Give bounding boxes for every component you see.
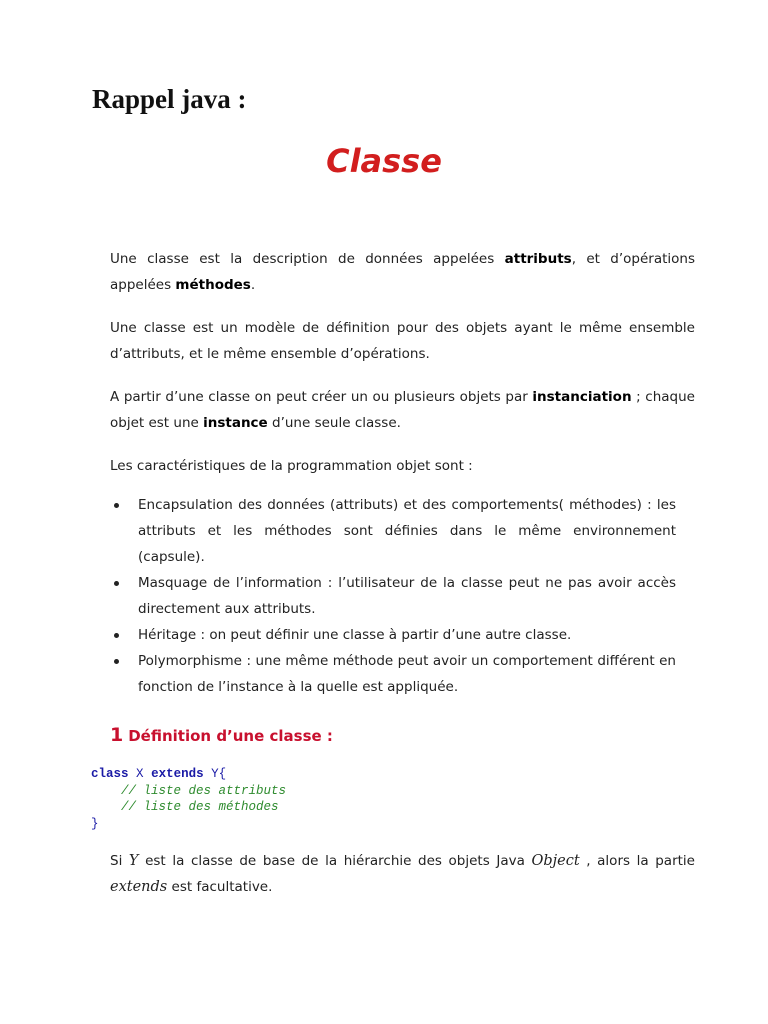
bullet-icon — [114, 503, 119, 508]
list-item — [108, 492, 676, 570]
keyword-instanciation: instanciation — [532, 389, 632, 405]
paragraph-text: est la classe de base de la hiérarchie des objets Java — [138, 853, 532, 869]
code-parent-name: Y{ — [211, 767, 227, 781]
section-number: 1 — [110, 724, 124, 746]
list-item-text: Héritage : on peut définir une classe à partir d’une autre classe. — [138, 627, 572, 643]
list-item-text: Polymorphisme : une même méthode peut avoir un comportement différent en fonction de l’instance à la quelle est appliquée. — [138, 653, 676, 695]
bullet-icon — [114, 633, 119, 638]
list-item — [108, 648, 676, 700]
paragraph-text: est facultative. — [167, 879, 273, 895]
paragraph-classe-description — [91, 246, 695, 298]
code-block — [91, 766, 286, 832]
code-comment-attributs: // liste des attributs — [121, 783, 287, 798]
code-comment-methodes: // liste des méthodes — [121, 800, 279, 814]
code-closing-brace: } — [91, 816, 99, 831]
paragraph-extends-note — [91, 848, 695, 900]
paragraph-text: A partir d’une classe on peut créer un ou plusieurs objets par — [110, 389, 533, 405]
paragraph-instanciation — [91, 384, 695, 436]
paragraph-text: d’une seule classe. — [267, 415, 401, 431]
document-heading: Rappel java : — [92, 84, 247, 114]
code-class-name: X — [136, 767, 144, 781]
paragraph-classe-modele: Une classe est un modèle de définition pour des objets ayant le même ensemble d’attributs, et le même ensemble d’opérations. — [110, 320, 695, 362]
bullet-icon — [114, 659, 119, 664]
paragraph-text: , alors la partie — [579, 853, 695, 869]
list-item-text: Masquage de l’information : l’utilisateur de la classe peut ne pas avoir accès directement aux attributs. — [138, 575, 676, 617]
section-title: Définition d’une classe : — [128, 727, 333, 745]
inline-object: Object — [531, 853, 580, 869]
list-item-text: Encapsulation des données (attributs) et des comportements( méthodes) : les attributs et les méthodes sont définies dans le même environnement (capsule). — [138, 497, 676, 565]
code-keyword-extends: extends — [151, 767, 204, 781]
keyword-instance: instance — [203, 415, 268, 431]
keyword-methodes: méthodes — [175, 277, 251, 293]
paragraph-text: , et d’opérations appelées — [110, 251, 695, 293]
list-item — [108, 622, 676, 648]
inline-y: Y — [128, 853, 139, 869]
inline-extends: extends — [110, 879, 168, 895]
paragraph-text: . — [250, 277, 256, 293]
paragraph-text: Si — [110, 853, 129, 869]
paragraph-text: ; chaque objet est une — [110, 389, 695, 431]
section-heading — [110, 724, 333, 746]
bullet-icon — [114, 581, 119, 586]
paragraph-text: Une classe est la description de données appelées — [110, 251, 505, 267]
paragraph-caracteristiques: Les caractéristiques de la programmation objet sont : — [110, 458, 473, 474]
features-list — [108, 492, 676, 700]
code-keyword-class: class — [91, 767, 129, 781]
page-title: Classe — [326, 142, 442, 180]
list-item — [108, 570, 676, 622]
keyword-attributs: attributs — [504, 251, 572, 267]
